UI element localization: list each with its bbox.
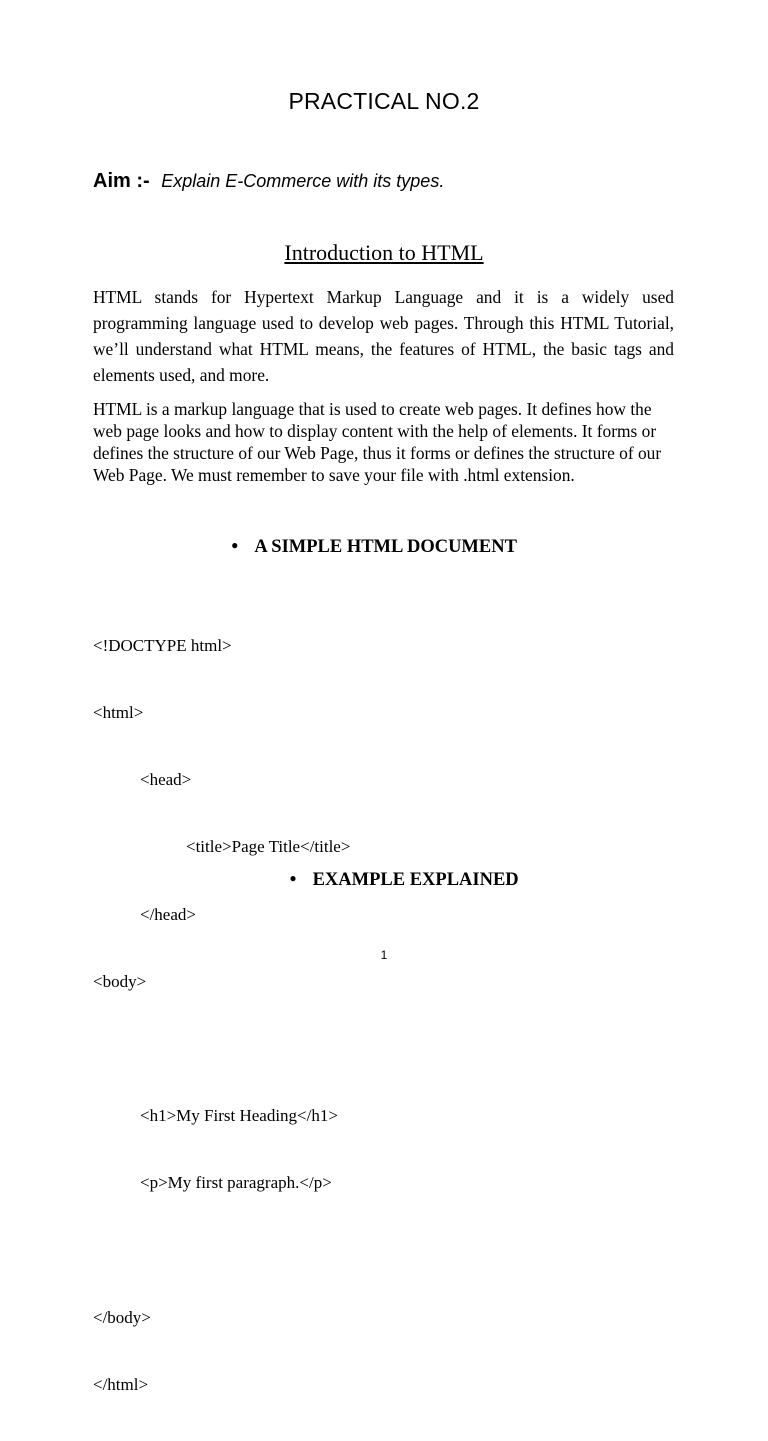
code-line: <!DOCTYPE html> <box>93 635 232 655</box>
bullet-icon: ● <box>231 538 239 553</box>
code-line: <head> <box>140 770 192 790</box>
code-line: <h1>My First Heading</h1> <box>140 1106 338 1126</box>
code-block <box>93 590 350 1441</box>
section-heading-simple-document <box>0 537 758 558</box>
bullet-icon: ● <box>289 871 297 886</box>
aim-line <box>93 170 444 193</box>
code-line: </html> <box>93 1375 149 1395</box>
code-line: </head> <box>140 904 196 924</box>
code-line: </body> <box>93 1307 151 1327</box>
intro-heading: Introduction to HTML <box>284 240 484 265</box>
code-line-blank <box>93 1038 350 1060</box>
intro-paragraph-1: HTML stands for Hypertext Markup Language and it is a widely used programming language used to develop web pages. Through this HTML Tutorial, we’ll understand what HTML means, the features of HTML, the basic tags and elements used, and more. <box>93 287 674 385</box>
code-line: <title>Page Title</title> <box>186 837 351 857</box>
aim-text: Explain E-Commerce with its types. <box>161 171 445 191</box>
section-heading-text: A SIMPLE HTML DOCUMENT <box>254 537 517 557</box>
code-line: <html> <box>93 703 144 723</box>
code-line: <body> <box>93 971 147 991</box>
page-number: 1 <box>380 948 388 962</box>
intro-paragraph-2: HTML is a markup language that is used to create web pages. It defines how the web page looks and how to display content with the help of elements. It forms or defines the structure of our Web Page, thus it forms or defines the structure of our Web Page. We must remember to save your file with .html extension. <box>93 399 662 485</box>
code-line-blank <box>93 1240 350 1262</box>
aim-label: Aim :- <box>93 170 150 192</box>
practical-title: PRACTICAL NO.2 <box>288 88 480 114</box>
section-heading-example-explained <box>20 870 768 891</box>
code-line: <p>My first paragraph.</p> <box>140 1173 332 1193</box>
section-heading-text: EXAMPLE EXPLAINED <box>312 870 519 890</box>
